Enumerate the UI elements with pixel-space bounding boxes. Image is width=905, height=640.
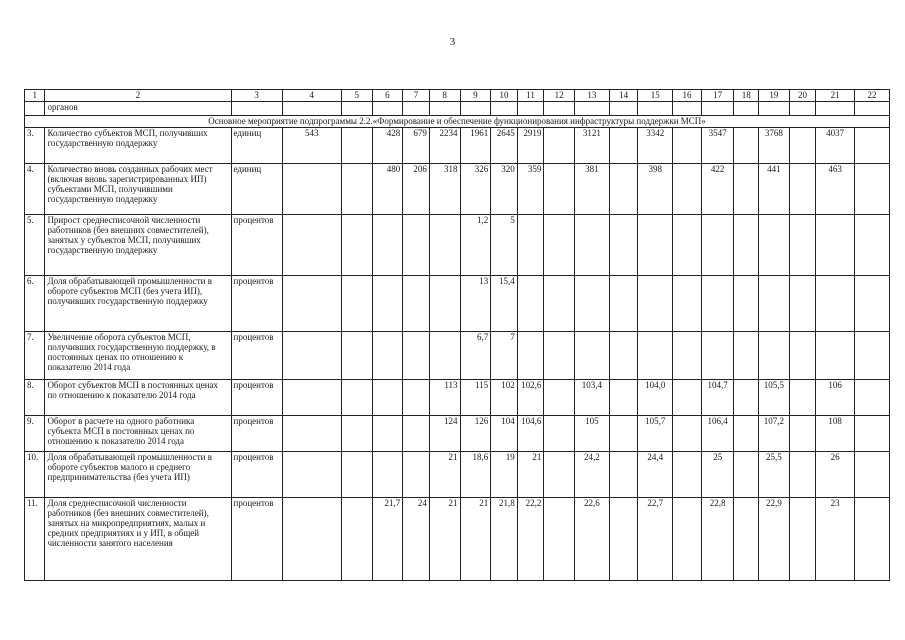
header-cell: 21 [816,90,855,102]
empty-cell [429,102,460,116]
value-cell: 105,5 [759,380,790,416]
value-cell [673,164,702,215]
value-cell: 3768 [759,128,790,164]
value-cell [855,128,890,164]
empty-cell [282,102,341,116]
table-row [25,128,890,164]
empty-cell [673,102,702,116]
indicator-name: Количество субъектов МСП, получивших государственную поддержку [45,128,231,164]
value-cell: 22,2 [517,498,544,581]
value-cell [673,128,702,164]
value-cell: 106,4 [701,416,734,452]
value-cell: 113 [429,380,460,416]
value-cell [609,164,638,215]
value-cell: 102 [491,380,518,416]
value-cell: 21 [429,452,460,498]
row-number: 6. [25,276,45,332]
value-cell: 104,6 [517,416,544,452]
value-cell [544,452,575,498]
header-cell: 3 [231,90,282,102]
value-cell: 2645 [491,128,518,164]
value-cell: 21 [460,498,491,581]
empty-cell [231,102,282,116]
value-cell: 13 [460,276,491,332]
value-cell [341,498,372,581]
header-cell: 10 [491,90,518,102]
empty-cell [460,102,491,116]
value-cell: 326 [460,164,491,215]
value-cell [855,380,890,416]
unit-cell: процентов [231,332,282,380]
value-cell [701,276,734,332]
indicator-name: Увеличение оборота субъектов МСП, получивших государственную поддержку, в постоянных ценах по отношению к показателю 2014 года [45,332,231,380]
header-cell: 17 [701,90,734,102]
value-cell [609,332,638,380]
value-cell: 126 [460,416,491,452]
value-cell [734,498,759,581]
value-cell: 543 [282,128,341,164]
value-cell [759,215,790,276]
value-cell [789,276,816,332]
indicator-name: Оборот субъектов МСП в постоянных ценах по отношению к показателю 2014 года [45,380,231,416]
value-cell: 106 [816,380,855,416]
value-cell: 463 [816,164,855,215]
empty-cell [575,102,610,116]
value-cell [673,498,702,581]
table-row [25,498,890,581]
value-cell: 26 [816,452,855,498]
value-cell: 2234 [429,128,460,164]
unit-cell: процентов [231,452,282,498]
value-cell: 318 [429,164,460,215]
row-number: 8. [25,380,45,416]
empty-cell [544,102,575,116]
empty-cell [341,102,372,116]
value-cell [673,416,702,452]
unit-cell: процентов [231,215,282,276]
value-cell: 206 [403,164,430,215]
unit-cell: единиц [231,128,282,164]
value-cell: 1961 [460,128,491,164]
table-row [25,380,890,416]
value-cell [638,276,673,332]
value-cell: 108 [816,416,855,452]
value-cell [673,452,702,498]
empty-cell [609,102,638,116]
row-number: 3. [25,128,45,164]
header-cell: 19 [759,90,790,102]
row-number: 4. [25,164,45,215]
value-cell: 4037 [816,128,855,164]
value-cell [673,215,702,276]
value-cell [372,380,403,416]
table-body [25,90,890,581]
row-number-cell [25,102,45,116]
value-cell [429,276,460,332]
value-cell [517,215,544,276]
value-cell [341,380,372,416]
value-cell [855,416,890,452]
empty-cell [491,102,518,116]
value-cell [816,332,855,380]
value-cell [341,164,372,215]
header-cell: 8 [429,90,460,102]
value-cell: 104,7 [701,380,734,416]
empty-cell [759,102,790,116]
header-cell: 9 [460,90,491,102]
value-cell [544,276,575,332]
value-cell: 15,4 [491,276,518,332]
value-cell: 105,7 [638,416,673,452]
value-cell [372,332,403,380]
value-cell [789,128,816,164]
table-row [25,452,890,498]
value-cell [734,332,759,380]
empty-cell [855,102,890,116]
page-number: 3 [449,36,456,48]
value-cell: 3121 [575,128,610,164]
value-cell: 21,8 [491,498,518,581]
empty-cell [517,102,544,116]
value-cell [734,164,759,215]
value-cell [789,215,816,276]
indicators-table [24,89,890,581]
value-cell: 115 [460,380,491,416]
value-cell: 22,9 [759,498,790,581]
value-cell [341,452,372,498]
row-number: 10. [25,452,45,498]
row-number: 11. [25,498,45,581]
value-cell [609,128,638,164]
value-cell: 679 [403,128,430,164]
value-cell [544,128,575,164]
value-cell: 23 [816,498,855,581]
value-cell [429,332,460,380]
value-cell [855,164,890,215]
header-cell: 2 [45,90,231,102]
value-cell [734,128,759,164]
value-cell: 22,8 [701,498,734,581]
value-cell [282,380,341,416]
value-cell [734,215,759,276]
value-cell [341,332,372,380]
value-cell [282,276,341,332]
value-cell: 104 [491,416,518,452]
header-cell: 14 [609,90,638,102]
value-cell [734,416,759,452]
unit-cell: единиц [231,164,282,215]
value-cell: 441 [759,164,790,215]
value-cell [544,416,575,452]
section-title: Основное мероприятие подпрограммы 2.2.«Формирование и обеспечение функционирования инфраструктуры поддержки МСП» [25,116,890,128]
indicator-name: Прирост среднесписочной численности работников (без внешних совместителей), занятых у субъектов МСП, получивших государственную поддержку [45,215,231,276]
empty-cell [372,102,403,116]
value-cell [673,332,702,380]
value-cell: 105 [575,416,610,452]
value-cell [609,498,638,581]
value-cell [638,332,673,380]
value-cell: 21 [517,452,544,498]
value-cell [403,380,430,416]
value-cell [544,164,575,215]
value-cell: 428 [372,128,403,164]
table-row [25,416,890,452]
empty-cell [734,102,759,116]
value-cell [759,332,790,380]
value-cell [517,332,544,380]
value-cell: 6,7 [460,332,491,380]
header-cell: 22 [855,90,890,102]
continuation-text: органов [45,102,231,116]
unit-cell: процентов [231,498,282,581]
value-cell [341,276,372,332]
value-cell: 422 [701,164,734,215]
value-cell [575,332,610,380]
value-cell [372,416,403,452]
value-cell [282,416,341,452]
unit-cell: процентов [231,416,282,452]
value-cell [403,276,430,332]
indicator-name: Доля среднесписочной численности работников (без внешних совместителей), занятых на микропредприятиях, малых и средних предприятиях и у ИП, в общей численности занятого населения [45,498,231,581]
value-cell [609,452,638,498]
value-cell: 2919 [517,128,544,164]
value-cell [855,452,890,498]
value-cell: 398 [638,164,673,215]
value-cell [403,332,430,380]
header-cell: 4 [282,90,341,102]
header-cell: 1 [25,90,45,102]
value-cell [282,215,341,276]
value-cell: 124 [429,416,460,452]
value-cell: 18,6 [460,452,491,498]
continuation-row [25,102,890,116]
empty-cell [816,102,855,116]
header-cell: 6 [372,90,403,102]
header-cell: 11 [517,90,544,102]
header-cell: 7 [403,90,430,102]
value-cell [544,498,575,581]
value-cell [701,215,734,276]
table-row [25,332,890,380]
header-cell: 16 [673,90,702,102]
value-cell [855,276,890,332]
value-cell: 381 [575,164,610,215]
value-cell [609,416,638,452]
value-cell [341,128,372,164]
value-cell [789,164,816,215]
header-cell: 12 [544,90,575,102]
value-cell [734,452,759,498]
value-cell [403,416,430,452]
value-cell: 103,4 [575,380,610,416]
value-cell: 3547 [701,128,734,164]
value-cell: 21,7 [372,498,403,581]
value-cell: 359 [517,164,544,215]
empty-cell [701,102,734,116]
value-cell [734,380,759,416]
value-cell [282,498,341,581]
header-cell: 15 [638,90,673,102]
value-cell [341,215,372,276]
value-cell [372,215,403,276]
value-cell [789,380,816,416]
value-cell [609,215,638,276]
value-cell [789,416,816,452]
indicator-name: Доля обрабатывающей промышленности в обороте субъектов малого и среднего предпринимательства (без учета ИП) [45,452,231,498]
header-cell: 13 [575,90,610,102]
header-cell: 5 [341,90,372,102]
value-cell: 22,7 [638,498,673,581]
indicator-name: Оборот в расчете на одного работника субъекта МСП в постоянных ценах по отношению к показателю 2014 года [45,416,231,452]
value-cell [429,215,460,276]
value-cell: 24,4 [638,452,673,498]
header-cell: 20 [789,90,816,102]
value-cell: 3342 [638,128,673,164]
value-cell [855,332,890,380]
value-cell [282,332,341,380]
empty-cell [403,102,430,116]
empty-cell [789,102,816,116]
value-cell [575,215,610,276]
value-cell [816,276,855,332]
value-cell: 5 [491,215,518,276]
value-cell [372,452,403,498]
value-cell [638,215,673,276]
value-cell [789,452,816,498]
empty-cell [638,102,673,116]
value-cell [609,380,638,416]
header-cell: 18 [734,90,759,102]
table-row [25,276,890,332]
value-cell [734,276,759,332]
value-cell: 24 [403,498,430,581]
value-cell [282,164,341,215]
value-cell: 7 [491,332,518,380]
value-cell [544,332,575,380]
value-cell: 21 [429,498,460,581]
value-cell [673,380,702,416]
row-number: 9. [25,416,45,452]
value-cell: 24,2 [575,452,610,498]
value-cell [403,452,430,498]
value-cell [544,215,575,276]
unit-cell: процентов [231,380,282,416]
row-number: 7. [25,332,45,380]
header-row [25,90,890,102]
row-number: 5. [25,215,45,276]
value-cell: 25,5 [759,452,790,498]
value-cell [341,416,372,452]
value-cell: 1,2 [460,215,491,276]
value-cell: 102,6 [517,380,544,416]
value-cell [759,276,790,332]
table-row [25,164,890,215]
value-cell: 22,6 [575,498,610,581]
value-cell [403,215,430,276]
section-row [25,116,890,128]
value-cell: 107,2 [759,416,790,452]
indicator-name: Количество вновь созданных рабочих мест (включая вновь зарегистрированных ИП) субъектами МСП, получившими государственную поддержку [45,164,231,215]
value-cell [816,215,855,276]
value-cell [673,276,702,332]
value-cell: 104,0 [638,380,673,416]
value-cell: 480 [372,164,403,215]
value-cell [372,276,403,332]
table-row [25,215,890,276]
value-cell [282,452,341,498]
value-cell [544,380,575,416]
value-cell [701,332,734,380]
value-cell [855,498,890,581]
indicator-name: Доля обрабатывающей промышленности в обороте субъектов МСП (без учета ИП), получивших государственную поддержку [45,276,231,332]
value-cell: 320 [491,164,518,215]
unit-cell: процентов [231,276,282,332]
value-cell [575,276,610,332]
value-cell [789,498,816,581]
value-cell: 25 [701,452,734,498]
value-cell [789,332,816,380]
value-cell: 19 [491,452,518,498]
value-cell [855,215,890,276]
value-cell [517,276,544,332]
value-cell [609,276,638,332]
